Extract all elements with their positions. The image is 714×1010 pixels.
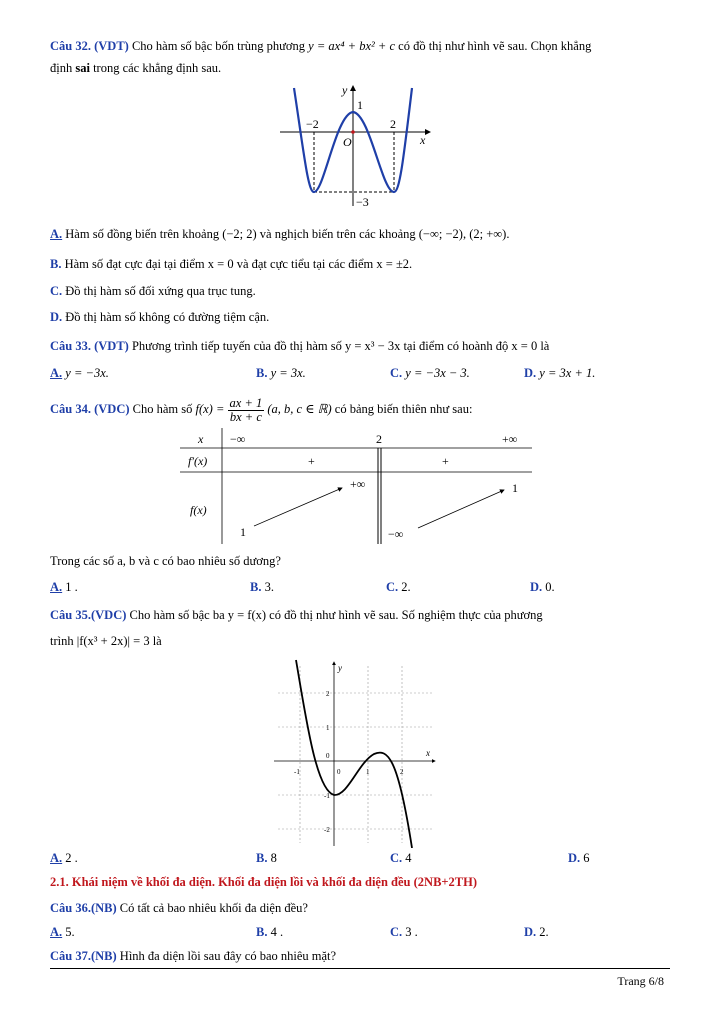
table-plus-right: + — [442, 454, 449, 468]
q35-tick-x-1: 1 — [366, 768, 370, 776]
q34-option-d[interactable] — [530, 579, 555, 595]
q35-option-b[interactable] — [256, 850, 277, 866]
q32-b-text: Hàm số đạt cực đại tại điểm x = 0 và đạt cực tiểu tại các điểm x = ±2. — [64, 257, 413, 271]
q34-label: Câu 34. (VDC) — [50, 402, 130, 416]
q33-d-label: D. — [524, 366, 537, 380]
table-minus-inf: −∞ — [230, 432, 246, 446]
q32-d-label: D. — [50, 310, 63, 324]
q34-denominator: bx + c — [229, 409, 262, 424]
q36-option-c[interactable] — [390, 924, 418, 940]
q35-label: Câu 35.(VDC) — [50, 608, 127, 622]
q35-b-label: B. — [256, 851, 268, 865]
q34-a-text: 1 . — [65, 580, 78, 594]
table-top-left: +∞ — [350, 477, 366, 491]
q35-tick-x-0: 0 — [337, 768, 341, 776]
q33-option-b[interactable] — [256, 365, 306, 381]
q32-formula: y = ax⁴ + bx² + c — [308, 39, 396, 53]
q32-tick-minus3: −3 — [356, 195, 369, 209]
q35-line1 — [50, 607, 670, 623]
q32-line2a: định — [50, 61, 73, 75]
q33-d-text: y = 3x + 1. — [539, 366, 596, 380]
q37-line — [50, 948, 670, 964]
q35-d-label: D. — [568, 851, 581, 865]
q34-d-text: 0. — [545, 580, 555, 594]
q35-text1: Cho hàm số bậc ba y = f(x) có đồ thị như hình vẽ sau. Số nghiệm thực của phương — [129, 608, 543, 622]
q32-line2b: sai — [75, 61, 90, 75]
q35-tick-y-2: 2 — [326, 690, 330, 698]
table-bottom-right: −∞ — [388, 527, 404, 541]
table-bottom-left: 1 — [240, 525, 246, 539]
section-heading: 2.1. Khái niệm về khối đa diện. Khối đa diện lồi và khối đa diện đều (2NB+2TH) — [50, 875, 478, 889]
q34-c-label: C. — [386, 580, 399, 594]
table-f-label: f(x) — [190, 503, 207, 517]
q34-fx: f(x) = — [195, 402, 225, 416]
q32-d-text: Đồ thị hàm số không có đường tiệm cận. — [65, 310, 270, 324]
q34-option-a[interactable] — [50, 579, 78, 595]
q34-condition: (a, b, c ∈ ℝ) — [267, 402, 332, 416]
q32-quartic-graph — [280, 84, 440, 214]
q35-d-text: 6 — [583, 851, 590, 865]
q32-option-b[interactable] — [50, 256, 670, 272]
q32-option-d[interactable] — [50, 309, 670, 325]
q36-c-label: C. — [390, 925, 403, 939]
q36-a-text: 5. — [65, 925, 75, 939]
q32-a-text: Hàm số đồng biến trên khoảng (−2; 2) và nghịch biến trên các khoảng (−∞; −2), (2; +∞). — [65, 227, 510, 241]
q34-line — [50, 394, 670, 424]
q36-d-text: 2. — [539, 925, 549, 939]
q32-c-text: Đồ thị hàm số đối xứng qua trục tung. — [65, 284, 256, 298]
q32-option-a[interactable] — [50, 226, 670, 242]
q34-d-label: D. — [530, 580, 543, 594]
q34-option-b[interactable] — [250, 579, 274, 595]
q33-b-text: y = 3x. — [270, 366, 306, 380]
q32-c-label: C. — [50, 284, 63, 298]
table-top-right: 1 — [512, 481, 518, 495]
q36-option-d[interactable] — [524, 924, 549, 940]
q33-option-c[interactable] — [390, 365, 470, 381]
q32-text2: có đồ thị như hình vẽ sau. Chọn khẳng — [398, 39, 592, 53]
q33-label: Câu 33. (VDT) — [50, 339, 129, 353]
q34-numerator: ax + 1 — [229, 395, 263, 410]
q36-c-text: 3 . — [405, 925, 418, 939]
q35-tick-y-1: 1 — [326, 724, 330, 732]
q33-b-label: B. — [256, 366, 268, 380]
page-number: Trang 6/8 — [617, 974, 664, 988]
q35-option-c[interactable] — [390, 850, 412, 866]
q36-d-label: D. — [524, 925, 537, 939]
q35-cubic-graph — [270, 658, 440, 848]
q33-c-label: C. — [390, 366, 403, 380]
q35-tick-x-2: 2 — [400, 768, 404, 776]
q32-tick-minus2: −2 — [306, 117, 319, 131]
q33-option-a[interactable] — [50, 365, 109, 381]
q36-option-a[interactable] — [50, 924, 75, 940]
q32-b-label: B. — [50, 257, 62, 271]
q35-a-label: A. — [50, 851, 63, 865]
q35-line2: trình |f(x³ + 2x)| = 3 là — [50, 634, 162, 648]
q35-c-label: C. — [390, 851, 403, 865]
table-plus-inf: +∞ — [502, 432, 518, 446]
q35-c-text: 4 — [405, 851, 412, 865]
q36-option-b[interactable] — [256, 924, 283, 940]
q32-option-c[interactable] — [50, 283, 670, 299]
q34-b-text: 3. — [264, 580, 274, 594]
table-fprime-label: f′(x) — [188, 454, 208, 468]
q33-option-d[interactable] — [524, 365, 595, 381]
q37-label: Câu 37.(NB) — [50, 949, 117, 963]
q32-label: Câu 32. (VDT) — [50, 39, 129, 53]
cubic-curve — [296, 660, 412, 848]
q33-a-text: y = −3x. — [65, 366, 109, 380]
q35-y-label: y — [338, 663, 342, 673]
q35-tick-y-minus1: -1 — [324, 792, 330, 800]
q34-question: Trong các số a, b và c có bao nhiêu số dương? — [50, 554, 281, 568]
table-x-label: x — [198, 432, 204, 446]
q32-line2 — [50, 60, 670, 76]
q33-a-label: A. — [50, 366, 63, 380]
q33-c-text: y = −3x − 3. — [405, 366, 470, 380]
q34-fraction — [228, 397, 265, 424]
q32-tick-1: 1 — [357, 98, 363, 112]
q32-x-label: x — [420, 133, 426, 147]
arrow-increasing-right — [418, 490, 504, 528]
q34-option-c[interactable] — [386, 579, 411, 595]
q35-tick-y-0: 0 — [326, 752, 330, 760]
q32-y-label: y — [342, 84, 348, 97]
q32-text1: Cho hàm số bậc bốn trùng phương — [131, 39, 306, 53]
table-two: 2 — [376, 432, 382, 446]
footer-rule — [50, 968, 670, 969]
q34-variation-table — [180, 428, 536, 546]
q35-a-text: 2 . — [65, 851, 78, 865]
q32-tick-2: 2 — [390, 117, 396, 131]
q35-tick-y-minus2: -2 — [324, 826, 330, 834]
q34-b-label: B. — [250, 580, 262, 594]
q36-label: Câu 36.(NB) — [50, 901, 117, 915]
q35-option-d[interactable] — [568, 850, 590, 866]
q33-line — [50, 338, 670, 354]
q33-text: Phương trình tiếp tuyến của đồ thị hàm số y = x³ − 3x tại điểm có hoành độ x = 0 là — [131, 339, 550, 353]
q37-text: Hình đa diện lồi sau đây có bao nhiêu mặt? — [119, 949, 337, 963]
table-plus-left: + — [308, 454, 315, 468]
q34-text1: Cho hàm số — [132, 402, 193, 416]
q32-origin-label: O — [343, 135, 352, 149]
q36-line — [50, 900, 670, 916]
q34-text2: có bảng biến thiên như sau: — [334, 402, 473, 416]
q34-c-text: 2. — [401, 580, 411, 594]
q32-line1 — [50, 38, 670, 54]
q35-b-text: 8 — [270, 851, 277, 865]
arrow-increasing-left — [254, 488, 342, 526]
q35-x-label: x — [426, 748, 430, 758]
q36-b-text: 4 . — [270, 925, 284, 939]
q32-line2c: trong các khẳng định sau. — [93, 61, 222, 75]
q35-tick-x-minus1: -1 — [294, 768, 300, 776]
q36-a-label: A. — [50, 925, 63, 939]
q34-a-label: A. — [50, 580, 63, 594]
q36-text: Có tất cả bao nhiêu khối đa diện đều? — [119, 901, 308, 915]
origin-point — [351, 130, 355, 134]
q32-a-label: A. — [50, 227, 63, 241]
q36-b-label: B. — [256, 925, 268, 939]
q35-option-a[interactable] — [50, 850, 78, 866]
